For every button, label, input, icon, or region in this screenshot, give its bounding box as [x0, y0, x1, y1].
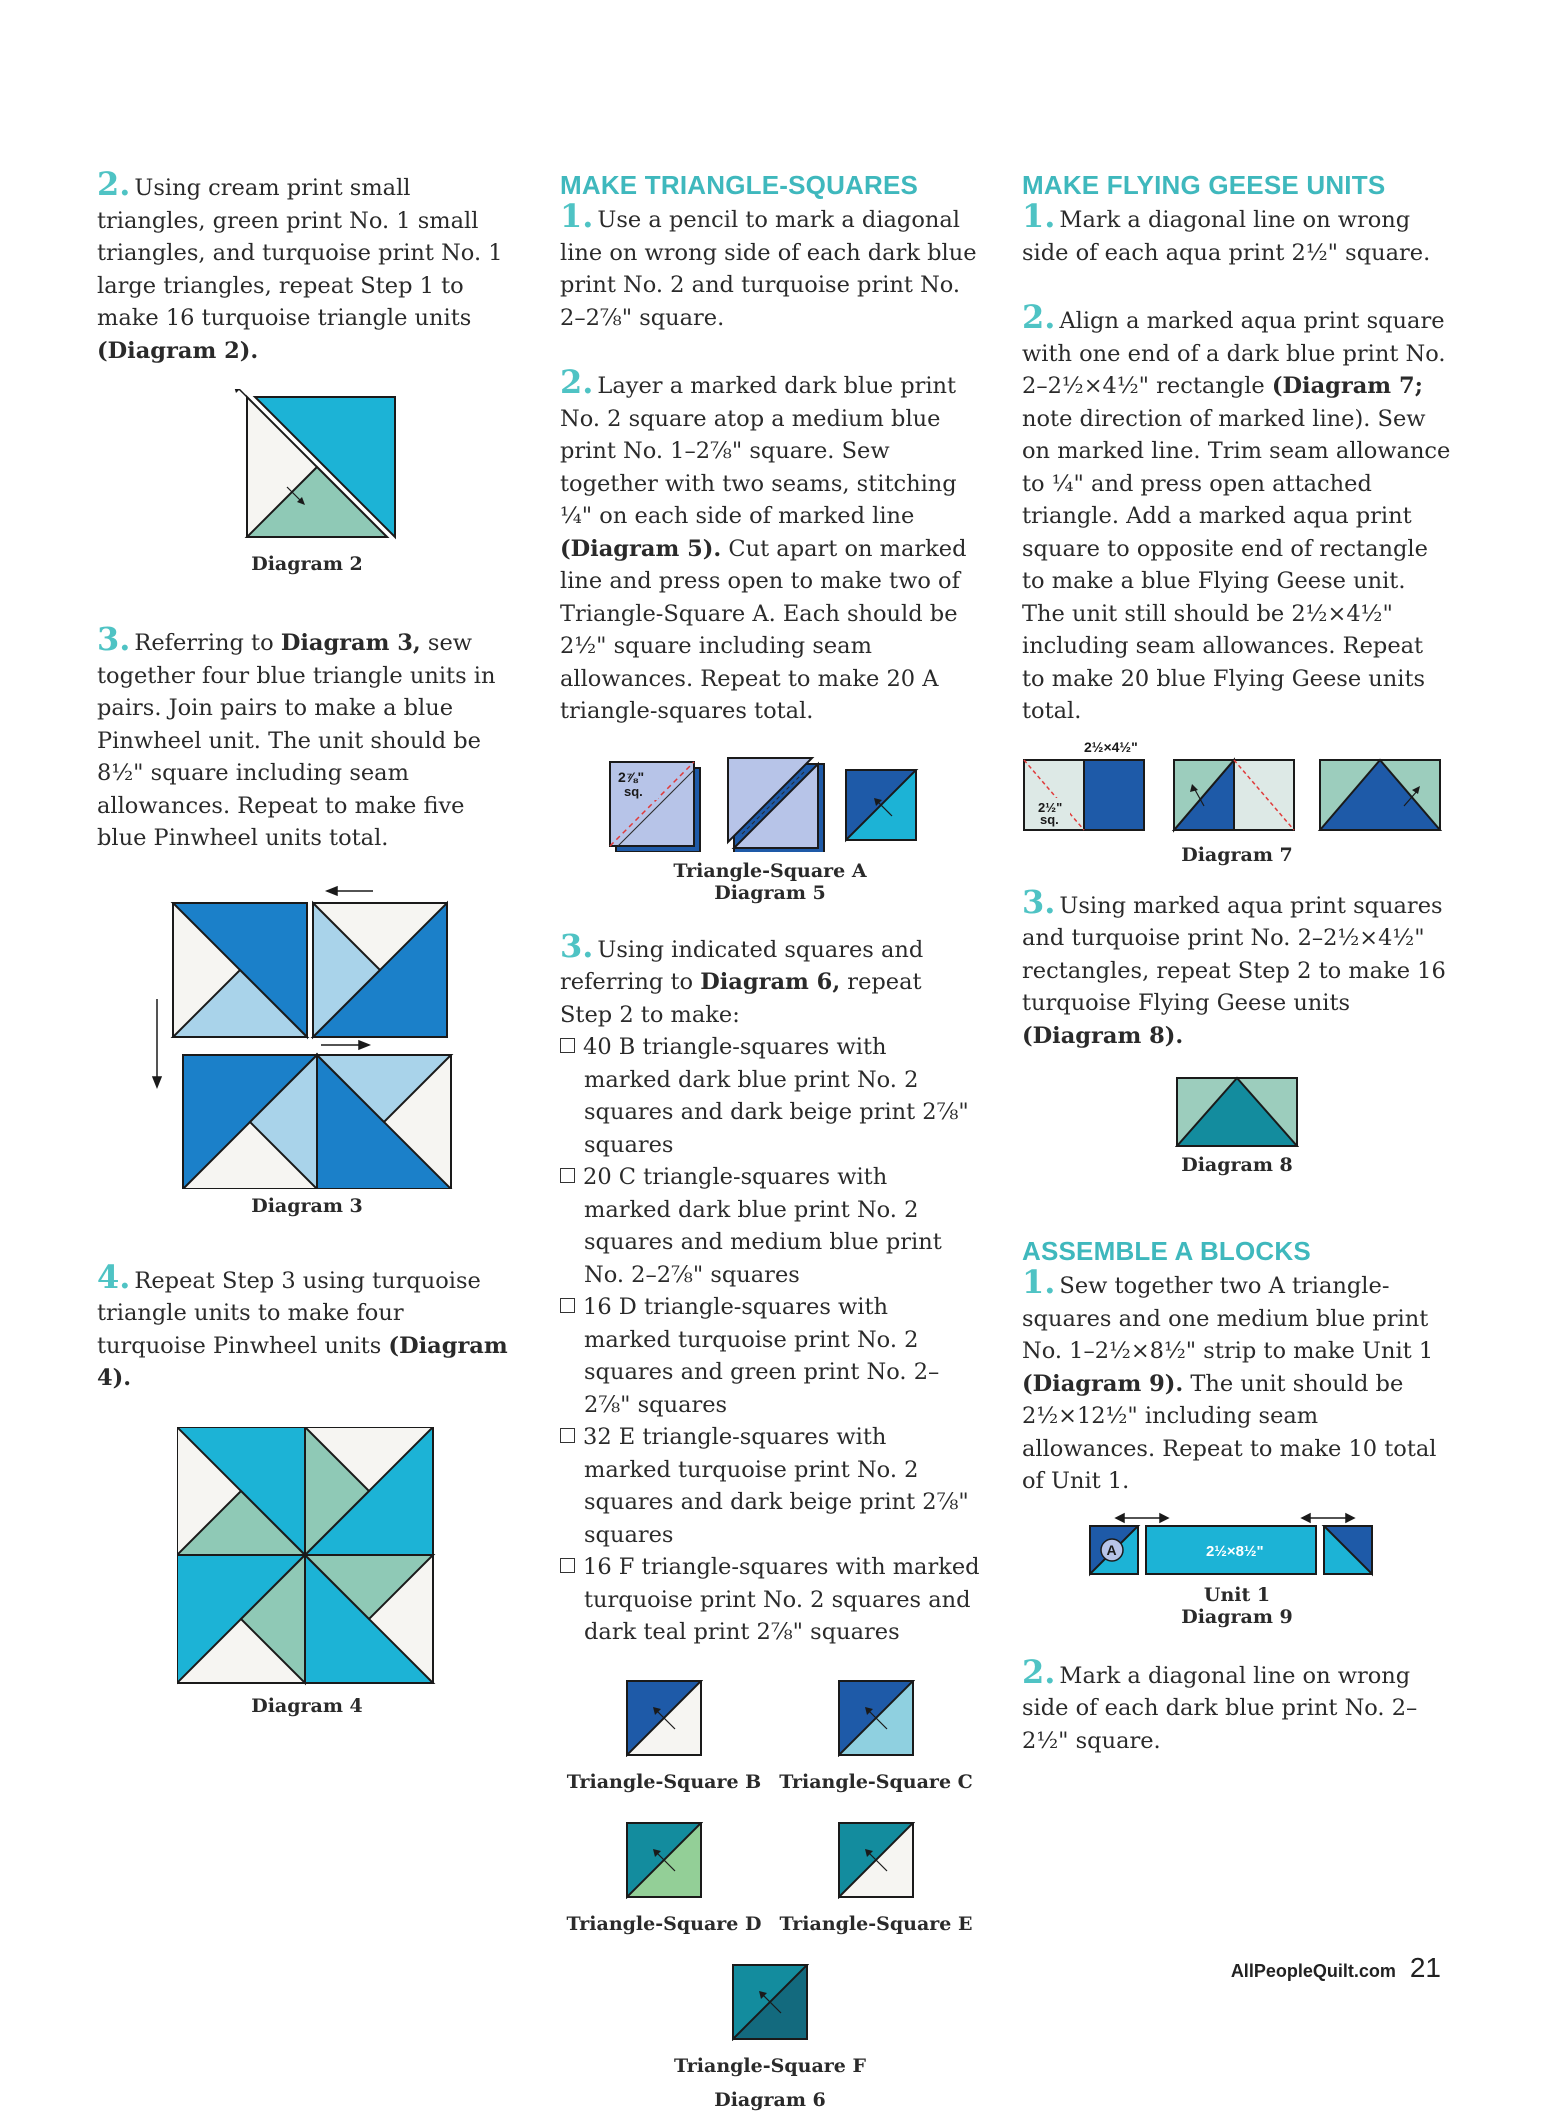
- step-1: 1. Mark a diagonal line on wrong side of each aqua print 2½" square.: [1022, 197, 1431, 266]
- triangle-square-c: Triangle-Square C: [776, 1679, 976, 1793]
- diagram-5: [560, 752, 980, 852]
- checkbox[interactable]: [560, 1038, 575, 1053]
- diagram-2: [207, 389, 407, 549]
- heading-make-flying-geese-units: MAKE FLYING GEESE UNITS: [1022, 170, 1386, 200]
- step-2b: 2. Mark a diagonal line on wrong side of each dark blue print No. 2–2½" square.: [1022, 1652, 1418, 1754]
- diagram-3: [137, 879, 477, 1189]
- diagram-7-caption: Diagram 7: [1181, 843, 1293, 866]
- step-3: 3. Using indicated squares and referring to Diagram 6, repeat Step 2 to make:: [560, 926, 924, 1028]
- diagram-7: [1022, 738, 1452, 838]
- heading-assemble-a-blocks: ASSEMBLE A BLOCKS: [1022, 1236, 1311, 1266]
- diagram-5-caption-ts-a: Triangle-Square A: [673, 859, 867, 882]
- diagram-4-caption: Diagram 4: [251, 1694, 363, 1717]
- triangle-square-e-icon: [837, 1821, 915, 1899]
- diagram-4: [177, 1427, 437, 1687]
- diagram-8-caption: Diagram 8: [1181, 1154, 1293, 1176]
- checklist: [560, 1031, 980, 1649]
- triangle-square-d: Triangle-Square D: [564, 1821, 764, 1935]
- site-link[interactable]: AllPeopleQuilt.com: [1230, 1961, 1396, 1981]
- triangle-square-e: Triangle-Square E: [776, 1821, 976, 1935]
- heading-make-triangle-squares: MAKE TRIANGLE-SQUARES: [560, 170, 919, 200]
- diagram-9: [1022, 1508, 1452, 1578]
- diagram-6-caption: Diagram 6: [714, 2088, 826, 2111]
- diagram-6: [560, 1679, 980, 2111]
- diagram-9-strip-label: 2½×8½": [1206, 1542, 1264, 1560]
- step-3: 3. Using marked aqua print squares and turquoise print No. 2–2½×4½" rectangles, repeat Step 2 to make 16 turquoise Flying Geese units (Diagram 8).: [1022, 882, 1446, 1049]
- checkbox[interactable]: [560, 1558, 575, 1573]
- diagram-9-caption-unit: Unit 1: [1203, 1583, 1271, 1606]
- step-2: 2. Layer a marked dark blue print No. 2 square atop a medium blue print No. 1–2⅞" square. Sew together with two seams, stitching ¼" on each side of marked line (Diagram 5). Cut apart on marked line and press open to make two of Triangle-Square A. Each should be 2½" square including seam allowances. Repeat to make 20 A triangle-squares total.: [560, 363, 967, 724]
- triangle-square-d-icon: [625, 1821, 703, 1899]
- triangle-square-c-icon: [837, 1679, 915, 1757]
- diagram-7-label-rect: 2½×4½": [1084, 738, 1138, 755]
- triangle-square-b-icon: [625, 1679, 703, 1757]
- step-3: 3. Referring to Diagram 3, sew together four blue triangle units in pairs. Join pairs to make a blue Pinwheel unit. The unit should be 8½" square including seam allowances. Repeat to make five blue Pinwheel units total.: [97, 620, 496, 851]
- diagram-5-label-sq: sq.: [624, 783, 643, 799]
- column-1: [97, 165, 517, 1717]
- column-2: [560, 168, 980, 2111]
- checklist-item: 16 F triangle-squares with marked turquoise print No. 2 squares and dark teal print 2⅞" squares: [560, 1551, 980, 1649]
- step-2: 2. Align a marked aqua print square with one end of a dark blue print No. 2–2½×4½" rectangle (Diagram 7; note direction of marked line). Sew on marked line. Trim seam allowance to ¼" and press open attached triangle. Add a marked aqua print square to opposite end of rectangle to make a blue Flying Geese unit. The unit still should be 2½×4½" including seam allowances. Repeat to make 20 blue Flying Geese units total.: [1022, 298, 1451, 724]
- checklist-item: 16 D triangle-squares with marked turquoise print No. 2 squares and green print No. 2–2⅞" squares: [560, 1291, 980, 1421]
- diagram-8: [1175, 1076, 1299, 1148]
- diagram-7-label-sq2: sq.: [1040, 811, 1059, 827]
- triangle-square-f-icon: [731, 1963, 809, 2041]
- diagram-5-label: 2⅞": [618, 768, 645, 785]
- diagram-9-caption: Diagram 9: [1181, 1605, 1293, 1628]
- checkbox[interactable]: [560, 1428, 575, 1443]
- checklist-item: 40 B triangle-squares with marked dark blue print No. 2 squares and dark beige print 2⅞" squares: [560, 1031, 980, 1161]
- column-3: [1022, 168, 1452, 1757]
- triangle-square-b: Triangle-Square B: [564, 1679, 764, 1793]
- page-number: 21: [1409, 1952, 1441, 1983]
- diagram-9-badge: A: [1106, 1541, 1117, 1558]
- step-1b: 1. Sew together two A triangle-squares and one medium blue print No. 1–2½×8½" strip to make Unit 1 (Diagram 9). The unit should be 2½×12½" including seam allowances. Repeat to make 10 total of Unit 1.: [1022, 1263, 1437, 1494]
- checklist-item: 32 E triangle-squares with marked turquoise print No. 2 squares and dark beige print 2⅞" squares: [560, 1421, 980, 1551]
- diagram-7-label-sq: 2½": [1038, 799, 1063, 815]
- step-2: 2. Using cream print small triangles, green print No. 1 small triangles, and turquoise print No. 1 large triangles, repeat Step 1 to make 16 turquoise triangle units (Diagram 2).: [97, 165, 503, 364]
- checkbox[interactable]: [560, 1298, 575, 1313]
- step-4: 4. Repeat Step 3 using turquoise triangle units to make four turquoise Pinwheel units (Diagram 4).: [97, 1257, 508, 1391]
- checklist-item: 20 C triangle-squares with marked dark blue print No. 2 squares and medium blue print No. 2–2⅞" squares: [560, 1161, 980, 1291]
- checkbox[interactable]: [560, 1168, 575, 1183]
- page-footer: [1231, 1952, 1441, 1984]
- diagram-3-caption: Diagram 3: [251, 1194, 363, 1217]
- step-1: 1. Use a pencil to mark a diagonal line on wrong side of each dark blue print No. 2 and turquoise print No. 2–2⅞" square.: [560, 197, 977, 331]
- diagram-5-caption: Diagram 5: [714, 881, 826, 904]
- triangle-square-f: Triangle-Square F Diagram 6: [560, 1963, 980, 2111]
- diagram-2-caption: Diagram 2: [251, 553, 363, 575]
